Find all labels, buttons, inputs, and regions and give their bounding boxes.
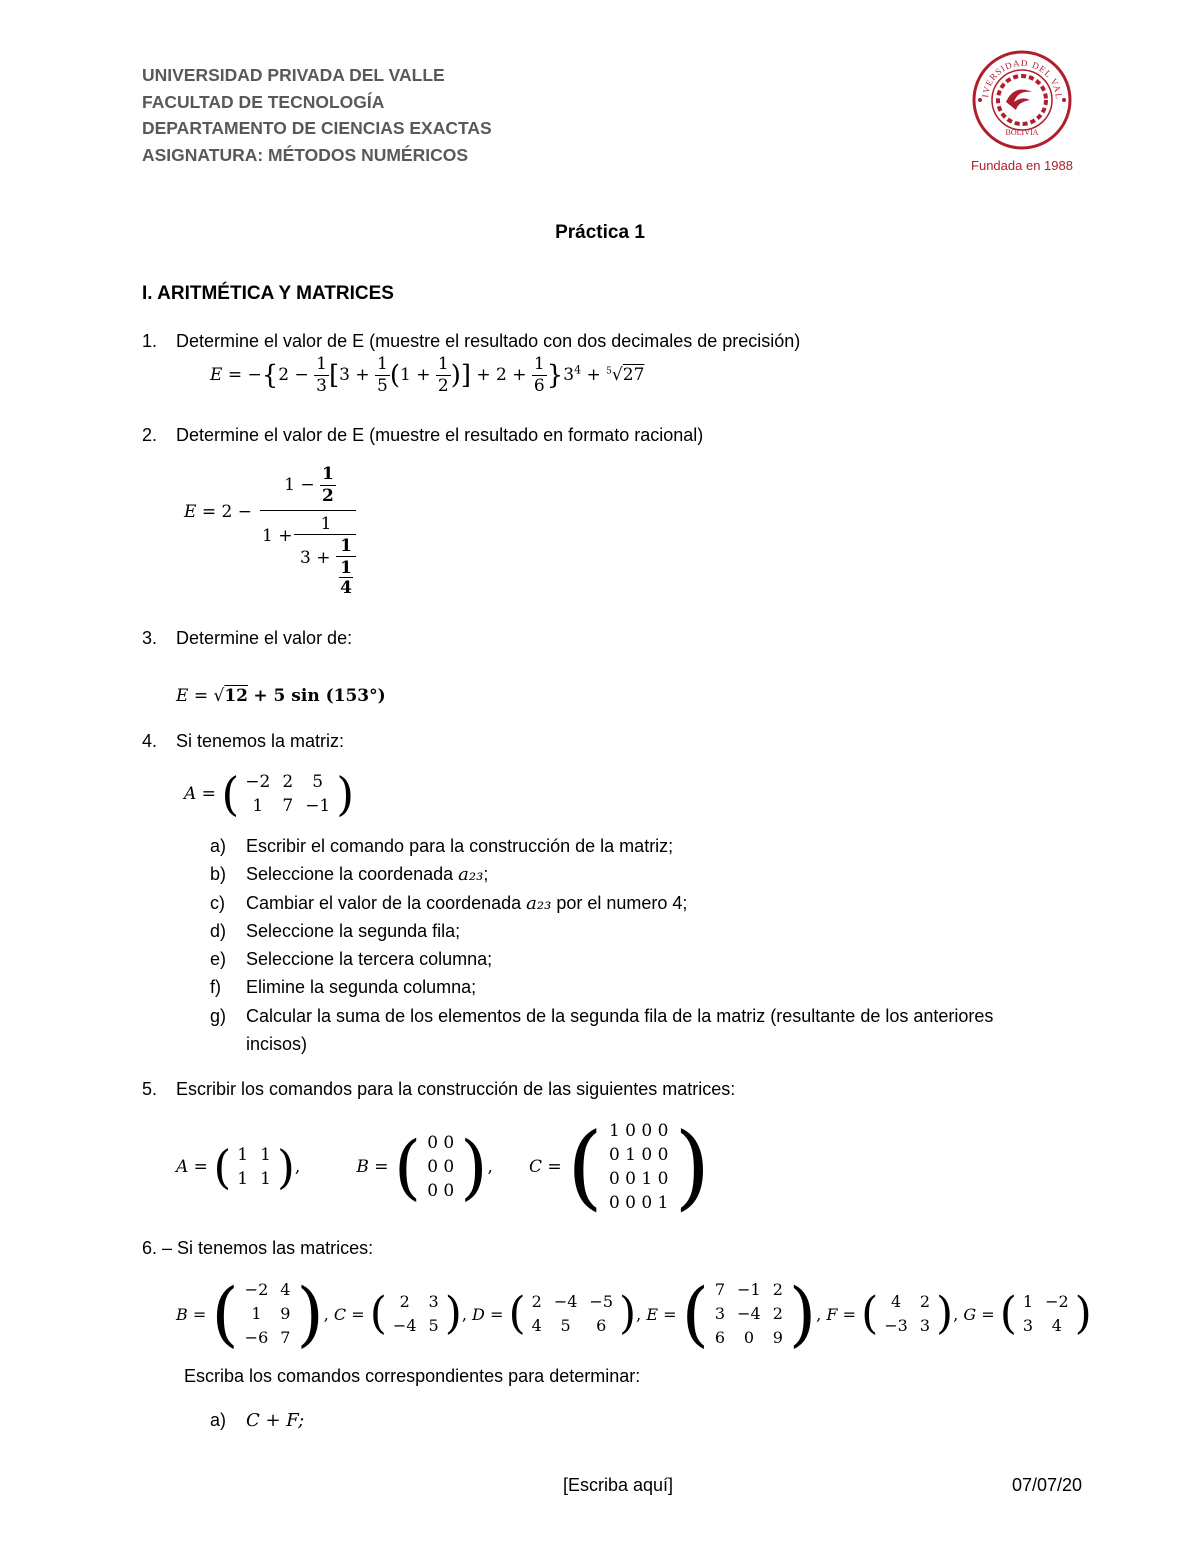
page-title: Práctica 1 — [555, 222, 645, 243]
list-item: a) C + F; — [210, 1410, 305, 1431]
list-item: e) Seleccione la tercera columna; — [210, 949, 493, 970]
list-item: a) Escribir el comando para la construcción de la matriz; — [210, 836, 674, 856]
matrix-A-q4: A = ( −2 2 5 1 7 −1 ) — [184, 767, 355, 821]
question-5 — [142, 1079, 735, 1100]
institution-header — [142, 62, 492, 168]
question-text: Determine el valor de: — [176, 628, 353, 648]
section-heading: I. ARITMÉTICA Y MATRICES — [142, 283, 394, 304]
question-number: 4. — [142, 731, 158, 751]
question-number: 5. — [142, 1079, 158, 1099]
question-3 — [142, 628, 352, 649]
question-text: Determine el valor de E (muestre el resultado en formato racional) — [176, 425, 704, 445]
question-text: Si tenemos las matrices: — [177, 1238, 374, 1258]
matrix-table: −2 2 5 1 7 −1 — [245, 772, 331, 816]
list-item: f) Elimine la segunda columna; — [210, 977, 477, 998]
header-department: DEPARTAMENTO DE CIENCIAS EXACTAS — [142, 118, 492, 138]
question-number: 6. – — [142, 1238, 173, 1258]
question-text: Escribir los comandos para la construcción de las siguientes matrices: — [176, 1079, 736, 1099]
q6-instruction: Escriba los comandos correspondientes para determinar: — [184, 1366, 641, 1386]
q6-matrices: B = ( −2 4 1 9 −6 7 ) , C = ( 2 3 −4 5 ) , D = ( 2 −4 −5 4 5 6 ) , E = ( 7 −1 2 3 −4 2 6 0 9 ) , F = ( 4 2 −3 3 ) , G = ( 1 −2 3 4 ) — [176, 1273, 1092, 1355]
university-logo — [966, 50, 1078, 180]
q4-subitems — [210, 832, 993, 1058]
question-number: 2. — [142, 425, 158, 445]
equation-1: E = −{2 − $\frac{1}{3}$ [3 + $\frac{1}{5}$ (1 + $\frac{1}{2}$ )] + 2 + $\frac{1}{6}$ }$3^4 + ^5√27$ — [210, 354, 645, 396]
footer-date: 07/07/20 — [1012, 1475, 1083, 1495]
list-item: d) Seleccione la segunda fila; — [210, 920, 461, 941]
equation-3: E = √12 + 5 sin (153°) — [176, 686, 386, 706]
logo-country-text: BOLIVIA — [1005, 128, 1039, 137]
question-text: Determine el valor de E (muestre el resultado con dos decimales de precisión) — [176, 331, 801, 351]
header-faculty: FACULTAD DE TECNOLOGÍA — [142, 91, 385, 112]
footer-placeholder[interactable]: [Escriba aquí] — [562, 1475, 674, 1495]
header-university: UNIVERSIDAD PRIVADA DEL VALLE — [142, 65, 445, 85]
question-text: Si tenemos la matriz: — [176, 731, 345, 751]
header-subject: ASIGNATURA: MÉTODOS NUMÉRICOS — [142, 144, 469, 165]
list-item: c) Cambiar el valor de la coordenada a₂₃ por el numero 4; — [210, 892, 688, 914]
logo-ring-text: IVERSIDAD DEL VAL — [980, 57, 1065, 101]
list-item: b) Seleccione la coordenada a₂₃; — [210, 864, 489, 886]
logo-founded: Fundada en 1988 — [971, 158, 1073, 173]
list-item: incisos) — [246, 1034, 308, 1055]
list-item: g) Calcular la suma de los elementos de la segunda fila de la matriz (resultante de los anteriores — [210, 1005, 994, 1026]
question-2 — [142, 425, 703, 446]
question-6 — [142, 1238, 373, 1259]
question-1 — [142, 331, 800, 352]
question-4 — [142, 731, 344, 752]
question-number: 1. — [142, 331, 158, 351]
question-number: 3. — [142, 628, 158, 648]
university-seal-icon — [966, 50, 1078, 160]
q5-matrices: A = ( 1 1 1 1 ) , B = ( 0 0 0 0 0 0 ) , C = ( 1 0 0 0 0 1 0 0 0 0 1 0 0 0 0 1 ) — [176, 1113, 711, 1220]
